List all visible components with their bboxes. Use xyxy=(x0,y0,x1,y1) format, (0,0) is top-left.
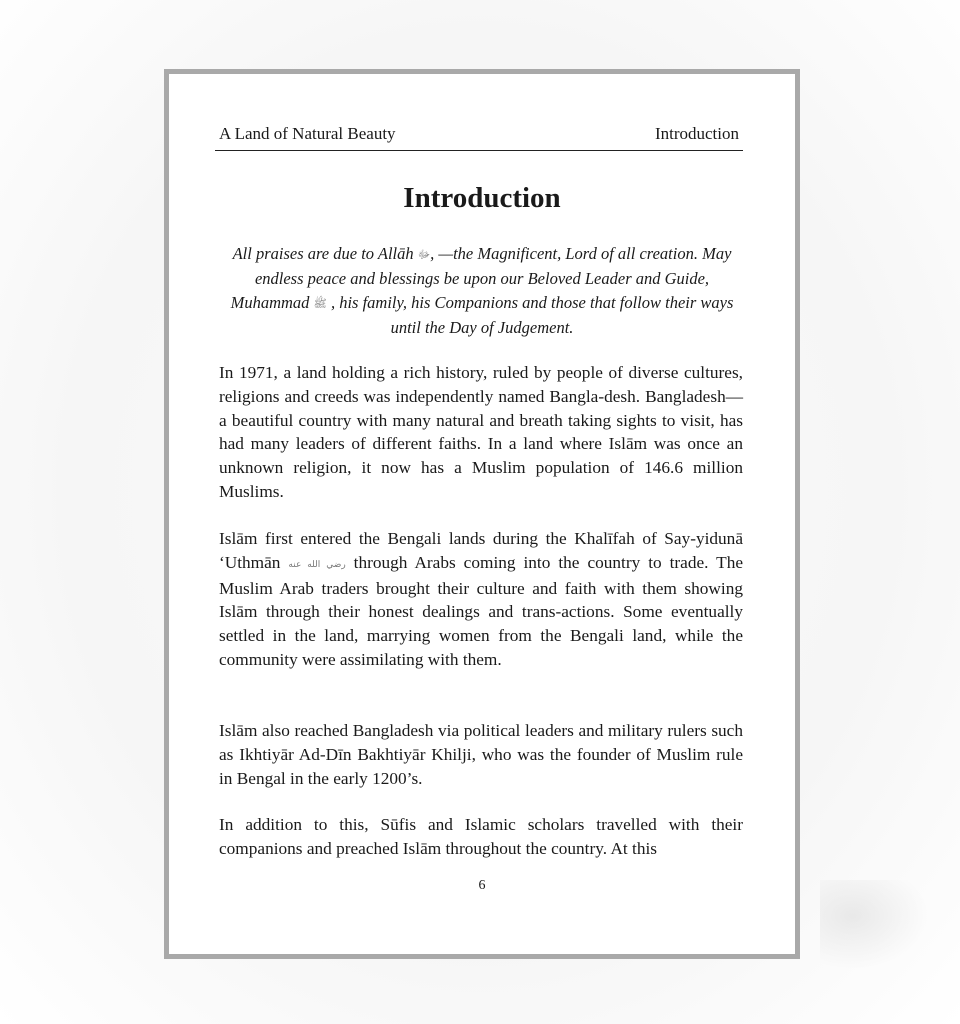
page-number: 6 xyxy=(478,878,486,893)
chapter-title: Introduction xyxy=(403,182,561,214)
invocation-part-1: All praises are due to Allāh xyxy=(232,244,414,263)
honorific-icon: رضي الله عنه xyxy=(288,558,346,569)
page-shadow xyxy=(820,880,930,970)
header-section-title: Introduction xyxy=(654,124,739,143)
invocation-part-3: , his family, his Companions and those that follow their ways until the Day of Judgement. xyxy=(326,293,734,337)
paragraph-2-part-2: through Arabs coming into the country to trade. The Muslim Arab traders brought their culture and faith with them showing Islām through their honest dealings and trans-actions. Some eventually settled in the land, marrying women from the Bengali land, while the community were assimilating with them. xyxy=(219,552,744,669)
invocation-part-2: , —the Magnificent, Lord of all creation. May endless peace and blessings be upon our Beloved Leader and Guide, Muhammad xyxy=(230,244,732,312)
paragraph-3: Islām also reached Bangladesh via political leaders and military rulers such as Ikhtiyār Ad-Dīn Bakhtiyār Khilji, who was the founder of Muslim rule in Bengal in the early 1200’s. xyxy=(219,721,743,788)
paragraph-4: In addition to this, Sūfis and Islamic scholars travelled with their companions and preached Islām throughout the country. At this xyxy=(219,815,743,858)
honorific-icon: ﷺ xyxy=(313,298,327,310)
book-page xyxy=(164,69,800,959)
paragraph-1: In 1971, a land holding a rich history, ruled by people of diverse cultures, religions and creeds was independently named Bangla-desh. Bangladesh— a beautiful country with many natural and breath taking sights to visit, has had many leaders of different faiths. In a land where Islām was once an unknown religion, it now has a Muslim population of 146.6 million Muslims. xyxy=(219,363,743,501)
running-header xyxy=(215,122,743,151)
honorific-icon: ﷻ xyxy=(417,249,431,261)
header-book-title: A Land of Natural Beauty xyxy=(219,124,396,143)
invocation-text xyxy=(219,242,745,340)
paragraph-2 xyxy=(219,527,743,672)
paragraph-2-part-1: Islām first entered the Bengali lands during the Khalīfah of Say-yidunā ‘Uthmān xyxy=(219,529,743,572)
